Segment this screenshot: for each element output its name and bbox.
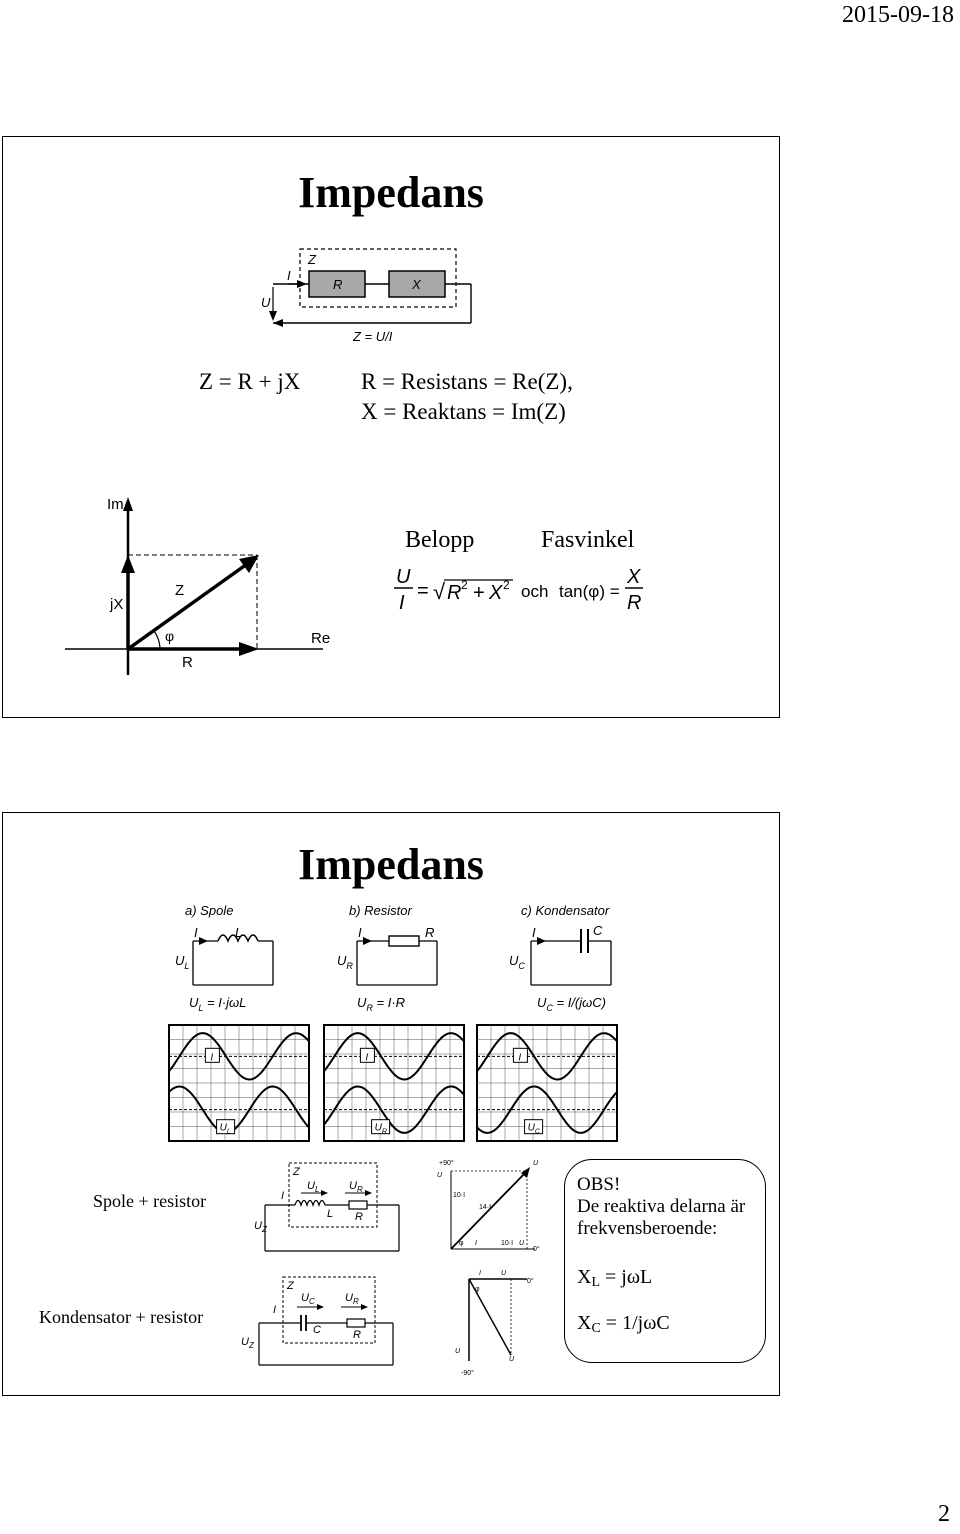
- circuit-r-label: R: [333, 277, 343, 292]
- phasor-im-label: Im: [107, 496, 124, 513]
- svg-text:och: och: [521, 582, 549, 601]
- svg-text:C: C: [593, 923, 603, 938]
- svg-text:X: X: [489, 582, 503, 604]
- svg-text:tan(φ) =: tan(φ) =: [559, 582, 620, 601]
- svg-text:I: I: [479, 1270, 481, 1277]
- svg-text:UC: $U_C$: [301, 1292, 315, 1306]
- svg-text:I: I: [273, 1304, 277, 1316]
- svg-text:0°: 0°: [527, 1278, 534, 1285]
- phasor-r-label: R: [182, 654, 193, 671]
- svg-text:C: C: [313, 1324, 321, 1336]
- scope-i-label: I: [518, 1052, 522, 1064]
- svg-text:UC = I/(jωC): $U_C = I/(j\omega C)$: [537, 995, 606, 1013]
- obs-line2: frekvensberoende:: [577, 1218, 718, 1239]
- belopp-fasvinkel-formula: [3, 137, 779, 717]
- eq-r: R = Resistans = Re(Z),: [361, 369, 573, 394]
- scope-i-label: I: [365, 1052, 369, 1064]
- circuit-i-label: I: [287, 268, 291, 283]
- svg-text:U: U: [396, 566, 411, 588]
- svg-text:UL = I·jωL: $U_L = I\cdot j\omega L$: [189, 995, 247, 1013]
- svg-text:UC: $U_C$: [509, 953, 525, 971]
- eq-z: Z = R + jX: [199, 369, 301, 394]
- svg-text:UZ: $U_Z$: [241, 1336, 254, 1350]
- svg-text:R: R: [353, 1329, 361, 1341]
- kondensator-resistor-label: Kondensator + resistor: [39, 1307, 204, 1327]
- circuit-formula: Z = U/I: [353, 329, 393, 344]
- slide2-title: Impedans: [298, 840, 484, 889]
- phasor-z-label: Z: [175, 582, 185, 599]
- svg-text:U: U: [519, 1240, 525, 1247]
- spole-resistor-label: Spole + resistor: [93, 1191, 207, 1211]
- kondensator-label: c) Kondensator: [521, 903, 610, 918]
- phasor-phi-label: φ: [165, 628, 175, 644]
- scope-i-label: I: [210, 1052, 214, 1064]
- svg-text:UZ: $U_Z$: [254, 1220, 267, 1234]
- slide-impedans-2: [2, 812, 780, 1396]
- svg-text:2: 2: [461, 578, 468, 592]
- page-number: 2: [938, 1501, 950, 1527]
- scope-u-label: $U_R$: [374, 1122, 387, 1136]
- svg-text:10·I: 10·I: [501, 1240, 514, 1247]
- svg-text:R: R: [355, 1211, 363, 1223]
- obs-line1: De reaktiva delarna är: [577, 1196, 746, 1217]
- obs-note-box: [564, 1159, 766, 1363]
- svg-text:2: 2: [503, 578, 510, 592]
- circuit-z-label: Z: [308, 252, 316, 267]
- svg-text:10·I: 10·I: [453, 1192, 466, 1199]
- fasvinkel-label: Fasvinkel: [541, 527, 635, 553]
- svg-text:φ: φ: [475, 1286, 480, 1293]
- belopp-label: Belopp: [405, 527, 475, 553]
- obs-xl: XL = jωL: [577, 1266, 653, 1290]
- header-date: 2015-09-18: [842, 2, 954, 28]
- svg-text:R: R: [447, 582, 462, 604]
- svg-text:UR: $U_R$: [345, 1292, 359, 1306]
- svg-text:0°: 0°: [533, 1246, 540, 1253]
- svg-text:L: L: [327, 1208, 334, 1220]
- svg-text:14·I: 14·I: [479, 1204, 492, 1211]
- phasor-re-label: Re: [311, 630, 331, 647]
- svg-text:U: U: [509, 1356, 515, 1363]
- svg-text:+90°: +90°: [439, 1160, 454, 1167]
- circuit-u-label: U: [261, 295, 271, 310]
- svg-text:U: U: [501, 1270, 507, 1277]
- circuit-x-label: X: [412, 277, 421, 292]
- scope-u-label: $U_C$: [527, 1122, 540, 1136]
- svg-text:UR: $U_R$: [349, 1180, 363, 1194]
- svg-text:UR = I·R: $U_R = I\cdot R$: [357, 995, 406, 1013]
- svg-text:I: I: [399, 592, 405, 614]
- svg-text:U: U: [437, 1172, 443, 1179]
- svg-text:I: I: [532, 925, 536, 940]
- resistor-label: b) Resistor: [349, 903, 412, 918]
- svg-text:=: =: [417, 580, 429, 602]
- svg-text:I: I: [358, 925, 362, 940]
- slide1-title: Impedans: [298, 168, 484, 217]
- phasor-jx-label: jX: [110, 596, 124, 613]
- svg-text:φ: φ: [459, 1240, 464, 1247]
- svg-text:R: R: [425, 925, 435, 940]
- obs-xc: XC = 1/jωC: [577, 1312, 670, 1336]
- svg-text:U: U: [455, 1348, 461, 1355]
- svg-text:X: X: [627, 566, 641, 588]
- scope-u-label: $U_L$: [219, 1122, 231, 1136]
- svg-text:UR: $U_R$: [337, 953, 353, 971]
- obs-title: OBS!: [577, 1174, 621, 1195]
- svg-text:UL: $U_L$: [307, 1180, 320, 1194]
- eq-x: X = Reaktans = Im(Z): [361, 399, 566, 424]
- svg-text:I: I: [194, 925, 198, 940]
- svg-text:√: √: [433, 579, 446, 604]
- svg-text:Z: Z: [293, 1166, 300, 1178]
- svg-text:L: L: [235, 925, 243, 940]
- svg-text:UL: $U_L$: [175, 953, 190, 971]
- svg-text:R: R: [627, 592, 642, 614]
- spole-label: a) Spole: [185, 903, 234, 918]
- svg-text:U: U: [533, 1160, 539, 1167]
- svg-text:I: I: [281, 1190, 285, 1202]
- svg-text:+: +: [473, 582, 485, 604]
- svg-text:Z: Z: [287, 1280, 294, 1292]
- slide-impedans-1: [2, 136, 780, 718]
- svg-text:-90°: -90°: [461, 1370, 474, 1377]
- svg-text:I: I: [475, 1240, 477, 1247]
